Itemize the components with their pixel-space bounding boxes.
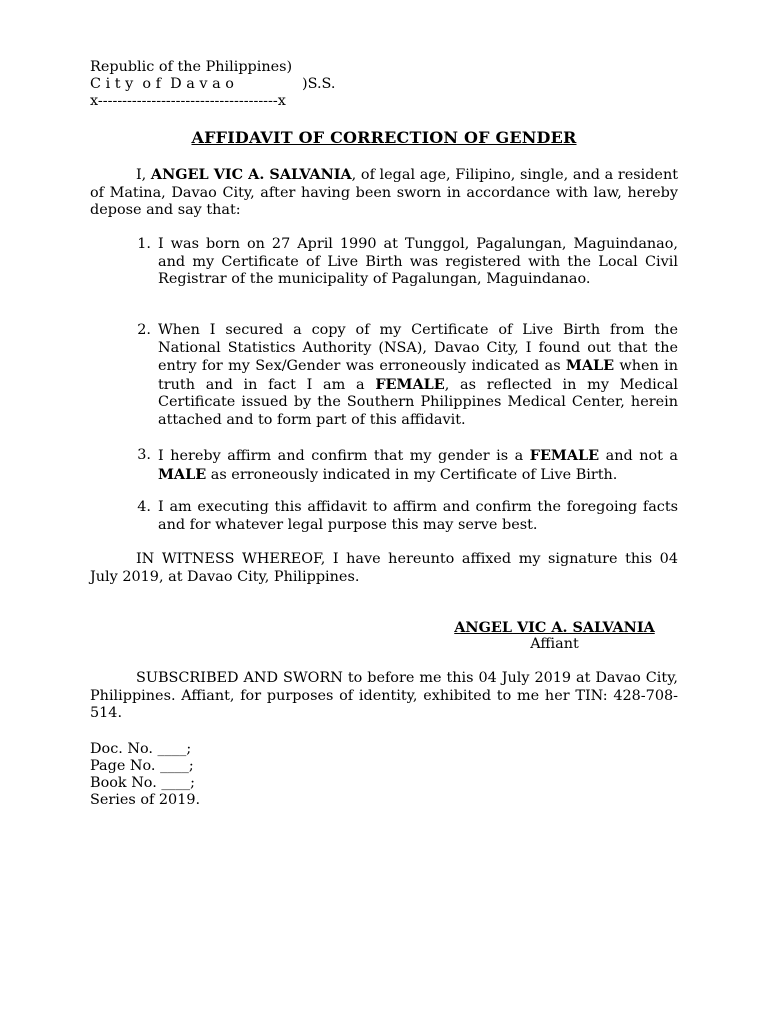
witness-paragraph: IN WITNESS WHEREOF, I have hereunto affixed my signature this 04 July 2019, at Davao City, Philippines. [90,551,678,585]
venue-republic: Republic of the Philippines) [90,59,293,75]
item2-part3: , as reflected in my Medical Certificate issued by the Southern Philippines Medical Center, herein attached and to form part of this affidavit. [158,376,678,428]
doc-number-line: Doc. No. ____; [90,741,192,757]
item-text-3 [158,447,678,484]
item2-female: FEMALE [375,375,445,393]
item-number-2: 2. [137,322,151,338]
venue-city: C i t y o f D a v a o [90,76,234,92]
jurat-paragraph: SUBSCRIBED AND SWORN to before me this 04 July 2019 at Davao City, Philippines. Affiant, for purposes of identity, exhibited to me her TIN: 428-708-514. [90,670,678,722]
venue-ss: )S.S. [302,76,336,92]
item-number-3: 3. [137,447,151,463]
item-text-2 [158,322,678,430]
item-number-1: 1. [137,236,151,252]
item2-part2: when in truth and in fact I am a [158,358,679,393]
document-title: AFFIDAVIT OF CORRECTION OF GENDER [191,128,577,147]
venue-separator: x-------------------------------------x [90,93,286,109]
item3-part3: as erroneously indicated in my Certificate of Live Birth. [206,466,618,483]
intro-post: , of legal age, Filipino, single, and a resident of Matina, Davao City, after having been sworn in accordance with law, hereby depose and say that: [90,167,678,219]
page-number-line: Page No. ____; [90,758,194,774]
item3-part2: and not a [599,448,679,464]
item3-female: FEMALE [529,447,600,464]
item-text-1: I was born on 27 April 1990 at Tunggol, Pagalungan, Maguindanao, and my Certificate of Live Birth was registered with the Local Civil Registrar of the municipality of Pagalungan, Maguindanao. [158,236,678,288]
affiant-signature-name: ANGEL VIC A. SALVANIA [454,619,655,636]
item-number-4: 4. [137,499,151,515]
item2-male: MALE [565,357,615,375]
series-line: Series of 2019. [90,792,201,808]
item3-part1: I hereby affirm and confirm that my gender is a [158,448,530,464]
intro-paragraph [90,166,678,220]
item2-part1: When I secured a copy of my Certificate of Live Birth from the National Statistics Authority (NSA), Davao City, I found out that the entry for my Sex/Gender was erroneously indicated as [158,322,678,375]
book-number-line: Book No. ____; [90,775,195,791]
item3-male: MALE [158,465,207,483]
affiant-label: Affiant [530,636,579,652]
item-text-4: I am executing this affidavit to affirm and confirm the foregoing facts and for whatever legal purpose this may serve best. [158,499,678,533]
intro-pre: I, [136,167,151,183]
affiant-name-inline: ANGEL VIC A. SALVANIA [150,166,352,183]
